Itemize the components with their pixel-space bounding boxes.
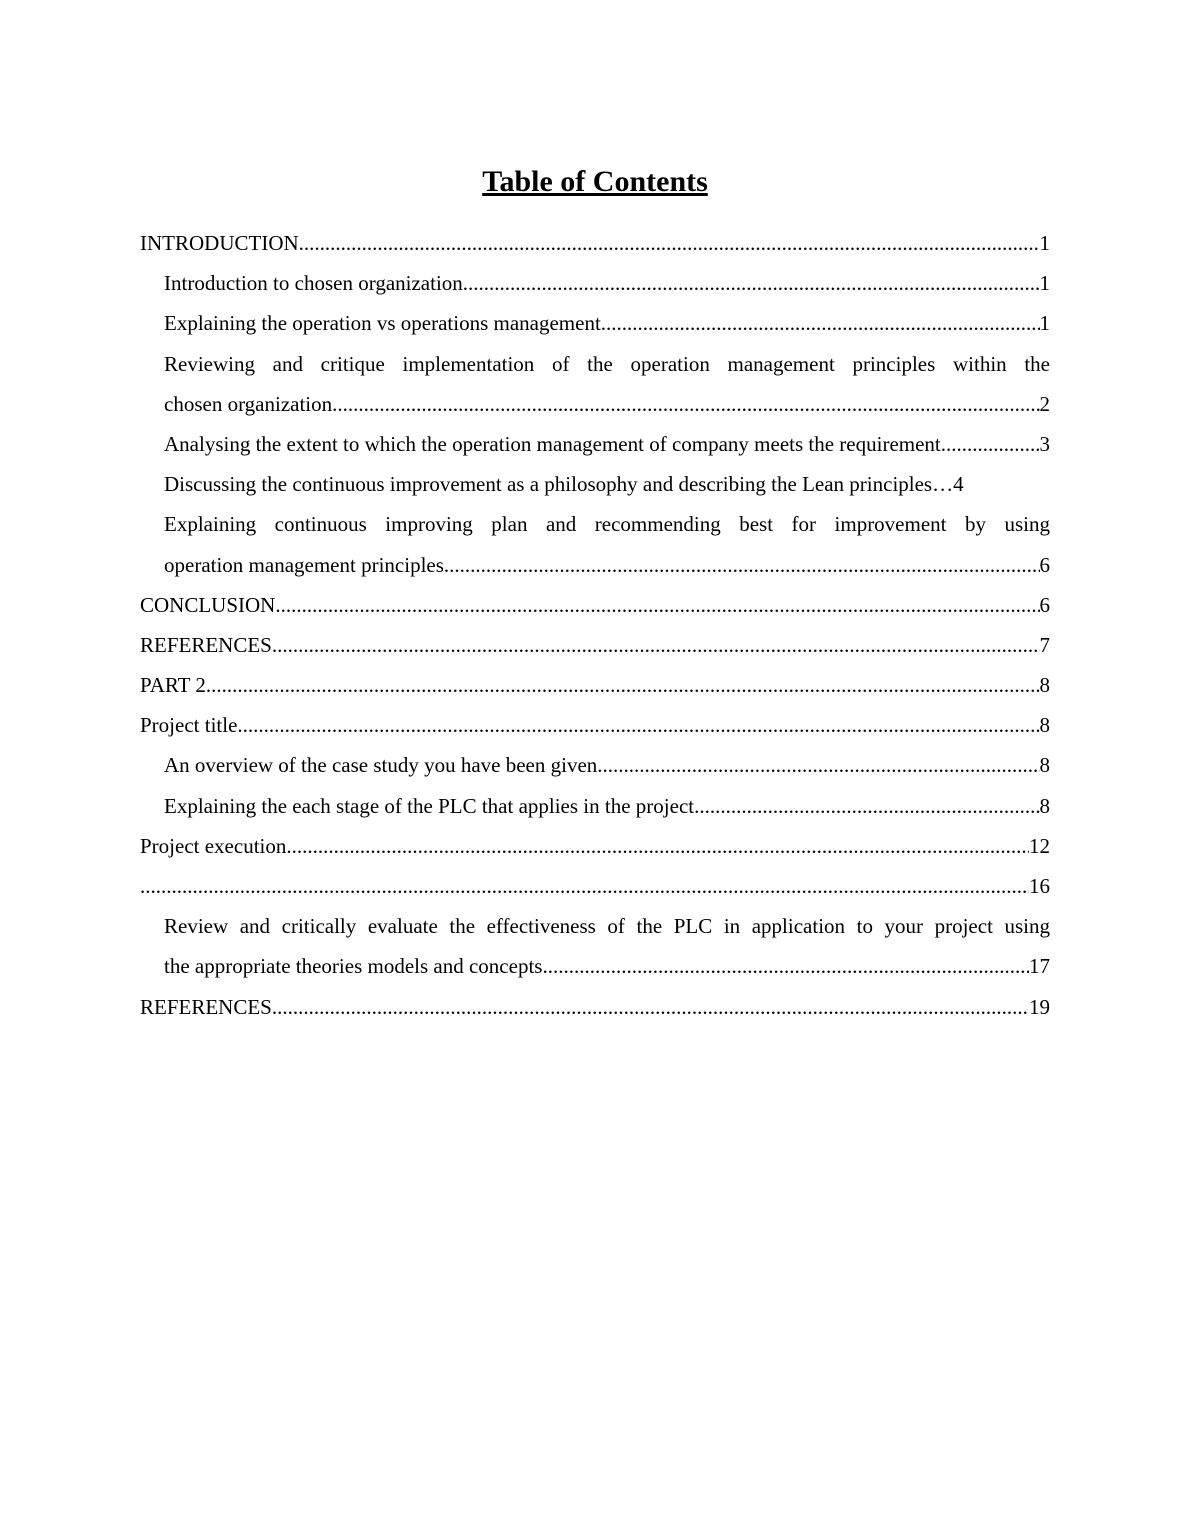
toc-entry-plc-stages[interactable]: Explaining the each stage of the PLC that applies in the project ..... 8: [164, 786, 1050, 826]
toc-entry-improving-line1[interactable]: Explaining continuous improving plan and recommending best for improvement by using: [164, 512, 1050, 537]
toc-entry-lean[interactable]: Discussing the continuous improvement as a philosophy and describing the Lean principles… 4: [164, 472, 964, 497]
toc-entry-part2[interactable]: PART 2 ..... 8: [140, 665, 1050, 705]
toc-entry-project-title[interactable]: Project title ..... 8: [140, 705, 1050, 745]
toc-entry-references[interactable]: REFERENCES ..... 7: [140, 625, 1050, 665]
toc-entry-overview[interactable]: An overview of the case study you have been given ..... 8: [164, 745, 1050, 785]
toc-entry-introduction[interactable]: INTRODUCTION ..... 1: [140, 223, 1050, 263]
toc-entry-review-plc[interactable]: the appropriate theories models and concepts ..... 17: [164, 946, 1050, 986]
toc-entry-improving[interactable]: operation management principles ..... 6: [164, 545, 1050, 585]
toc-entry-reviewing[interactable]: chosen organization ..... 2: [164, 384, 1050, 424]
toc-entry-review-plc-line1[interactable]: Review and critically evaluate the effectiveness of the PLC in application to your project using: [164, 914, 1050, 939]
toc-entry-reviewing-line1[interactable]: Reviewing and critique implementation of the operation management principles within the: [164, 351, 1050, 376]
toc-entry-project-execution[interactable]: Project execution ..... 12: [140, 826, 1050, 866]
toc-entry-conclusion[interactable]: CONCLUSION ..... 6: [140, 585, 1050, 625]
toc-entry-intro-organization[interactable]: Introduction to chosen organization ..... 1: [164, 263, 1050, 303]
toc-entry-analysing[interactable]: Analysing the extent to which the operation management of company meets the requirement ..... 3: [164, 424, 1050, 464]
toc-entry-references-2[interactable]: REFERENCES ..... 19: [140, 987, 1050, 1027]
toc-entry-operation-vs-management[interactable]: Explaining the operation vs operations management ..... 1: [164, 303, 1050, 343]
toc-title: Table of Contents: [482, 165, 708, 198]
toc-entry-untitled[interactable]: ..... 16: [140, 866, 1050, 906]
toc-list: [140, 223, 1050, 1027]
